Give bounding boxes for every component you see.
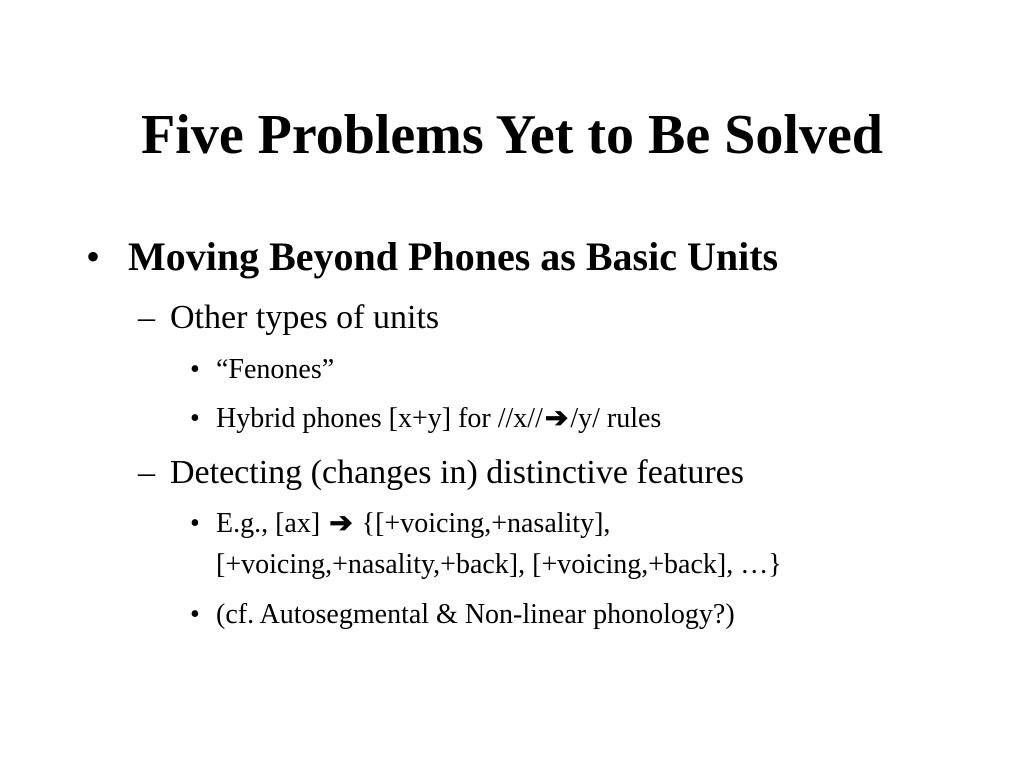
right-arrow-icon: ➔ xyxy=(329,508,353,539)
bullet-marker: • xyxy=(190,508,200,539)
dash-marker: – xyxy=(138,454,155,491)
bullet-text: {[+voicing,+nasality], xyxy=(361,508,611,539)
bullet-text: /y/ rules xyxy=(570,403,662,434)
bullet-text: “Fenones” xyxy=(216,354,335,385)
bullet-text: Detecting (changes in) distinctive features xyxy=(170,454,744,491)
bullet-text: (cf. Autosegmental & Non-linear phonology?) xyxy=(216,599,735,630)
bullet-text: Moving Beyond Phones as Basic Units xyxy=(128,234,779,279)
bullet-level3-item xyxy=(190,402,661,436)
bullet-marker: • xyxy=(190,403,200,434)
bullet-continuation-line xyxy=(216,548,782,582)
bullet-marker: • xyxy=(86,234,101,279)
bullet-level3-item xyxy=(190,598,735,632)
bullet-text: E.g., [ax] xyxy=(216,508,321,539)
bullet-level3-item xyxy=(190,507,610,541)
right-arrow-icon: ➔ xyxy=(544,403,569,434)
bullet-level3-item xyxy=(190,353,334,387)
bullet-text: Hybrid phones [x+y] for //x// xyxy=(216,403,543,434)
bullet-level2-item xyxy=(138,298,439,338)
bullet-level1-item xyxy=(86,233,778,281)
bullet-text: [+voicing,+nasality,+back], [+voicing,+back], …} xyxy=(216,549,782,580)
bullet-level2-item xyxy=(138,453,744,493)
dash-marker: – xyxy=(138,299,155,336)
bullet-text: Other types of units xyxy=(170,299,440,336)
bullet-marker: • xyxy=(190,599,200,630)
bullet-marker: • xyxy=(190,354,200,385)
slide-title: Five Problems Yet to Be Solved xyxy=(141,104,883,166)
